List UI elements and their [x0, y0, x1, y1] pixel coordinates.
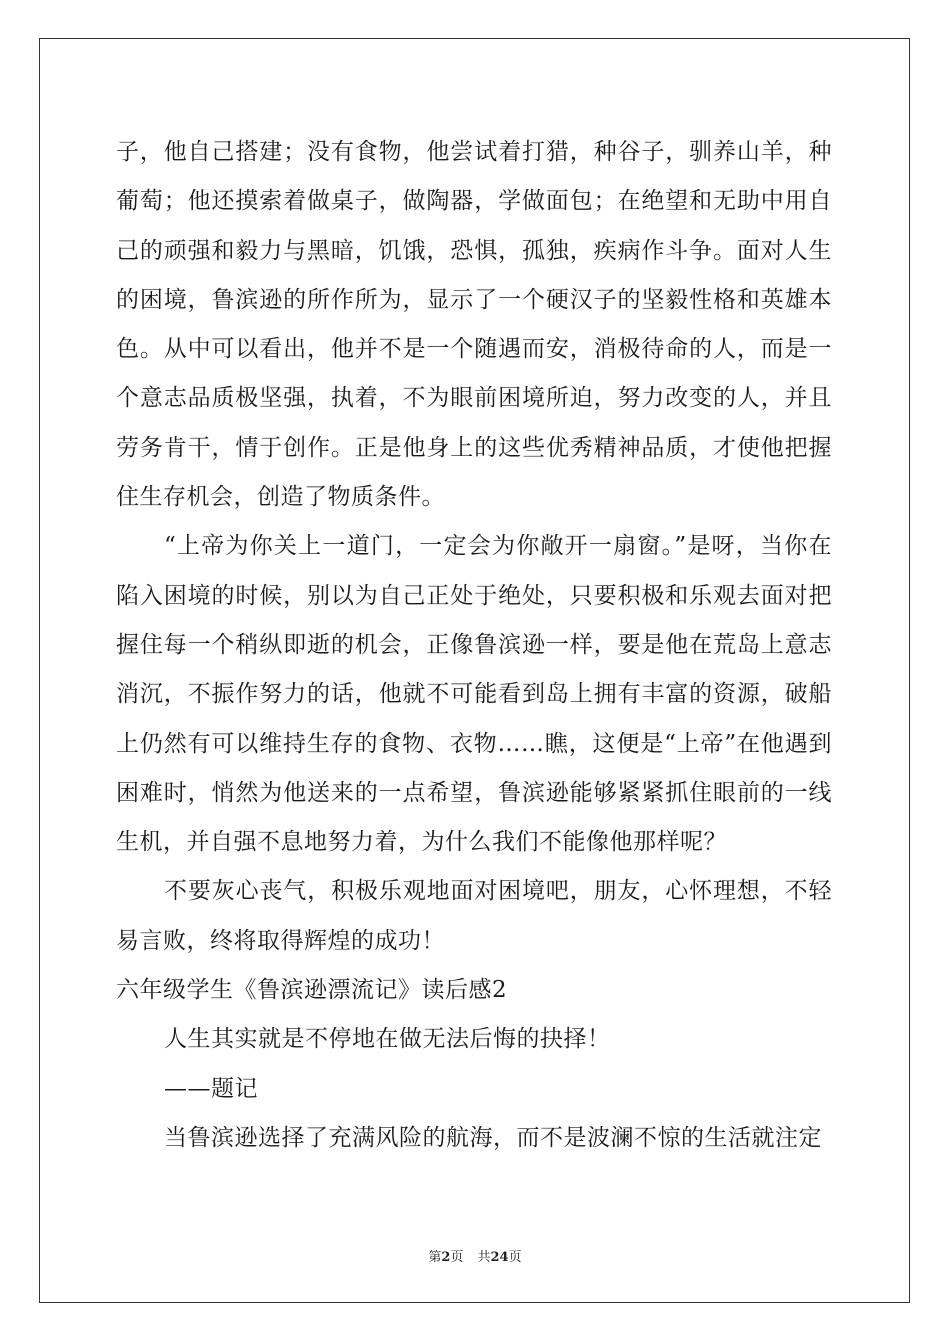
document-body — [116, 128, 832, 1163]
page-prefix: 第 — [428, 1250, 442, 1265]
section-heading: 六年级学生《鲁滨逊漂流记》读后感2 — [116, 977, 508, 1004]
page-suffix: 页 — [450, 1250, 464, 1265]
paragraph-2: “上帝为你关上一道门，一定会为你敞开一扇窗。”是呀，当你在陷入困境的时候，别以为自己正处于绝处，只要积极和乐观去面对把握住每一个稍纵即逝的机会，正像鲁滨逊一样，要是他在荒岛上意志消沉，不振作努力的话，他就不可能看到岛上拥有丰富的资源，破船上仍然有可以维持生存的食物、衣物……瞧，这便是“上帝”在他遇到困难时，悄然为他送来的一点希望，鲁滨逊能够紧紧抓住眼前的一线生机，并自强不息地努力着，为什么我们不能像他那样呢？ — [116, 533, 832, 856]
page-footer — [0, 1246, 950, 1265]
total-suffix: 页 — [508, 1250, 522, 1265]
paragraph-4: 人生其实就是不停地在做无法后悔的抉择！ — [164, 1026, 611, 1053]
current-page-number: 2 — [441, 1250, 451, 1265]
paragraph-5: 当鲁滨逊选择了充满风险的航海，而不是波澜不惊的生活就注定 — [164, 1124, 822, 1151]
total-prefix: 共 — [477, 1250, 491, 1265]
paragraph-1: 子，他自己搭建；没有食物，他尝试着打猎，种谷子，驯养山羊，种葡萄；他还摸索着做桌子，做陶器，学做面包；在绝望和无助中用自己的顽强和毅力与黑暗，饥饿，恐惧，孤独，疾病作斗争。面对人生的困境，鲁滨逊的所作所为，显示了一个硬汉子的坚毅性格和英雄本色。从中可以看出，他并不是一个随遇而安，消极待命的人，而是一个意志品质极坚强，执着，不为眼前困境所迫，努力改变的人，并且劳务肯干，情于创作。正是他身上的这些优秀精神品质，才使他把握住生存机会，创造了物质条件。 — [116, 139, 832, 511]
epigraph-attribution: ——题记 — [164, 1075, 258, 1102]
paragraph-3: 不要灰心丧气，积极乐观地面对困境吧，朋友，心怀理想，不轻易言败，终将取得辉煌的成功！ — [116, 878, 832, 954]
total-pages-number: 24 — [490, 1250, 509, 1265]
